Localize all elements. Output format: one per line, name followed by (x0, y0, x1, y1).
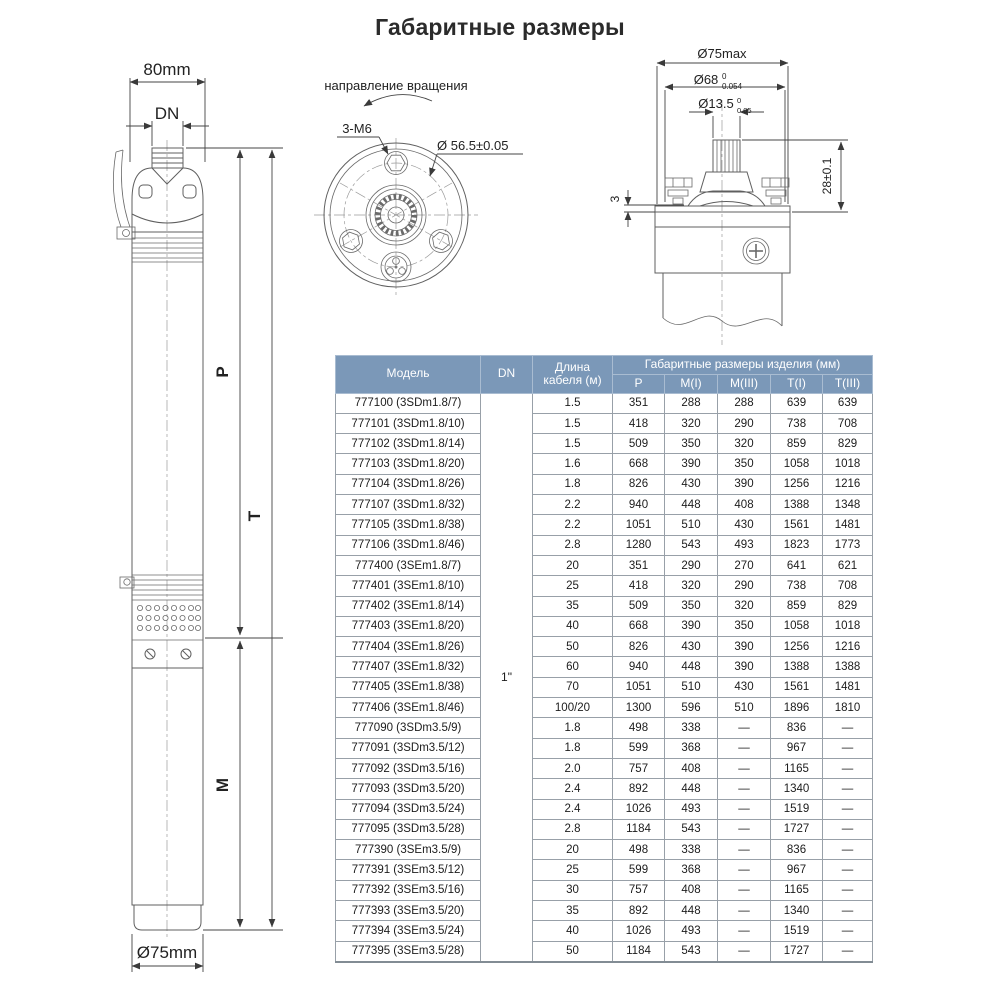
dn-cell: 1" (481, 393, 533, 962)
p-cell: 1184 (613, 819, 665, 839)
t3-cell: 1810 (823, 698, 873, 718)
t3-cell: 621 (823, 555, 873, 575)
t3-cell: 708 (823, 413, 873, 433)
p-cell: 940 (613, 657, 665, 677)
m1-cell: 510 (665, 677, 718, 697)
table-row (336, 434, 873, 454)
m3-cell: 408 (718, 495, 771, 515)
bolt-circle-label: Ø 56.5±0.05 (437, 138, 509, 153)
flange-centerlines (314, 138, 478, 298)
cable-cell: 35 (533, 901, 613, 921)
m3-cell: — (718, 799, 771, 819)
cable-cell: 40 (533, 921, 613, 941)
m3-cell: — (718, 880, 771, 900)
cable-cell: 60 (533, 657, 613, 677)
table-row (336, 738, 873, 758)
cable-cell: 25 (533, 860, 613, 880)
t1-cell: 1165 (771, 758, 823, 778)
cable-cell: 40 (533, 616, 613, 636)
p-cell: 826 (613, 637, 665, 657)
m1-cell: 390 (665, 616, 718, 636)
table-row (336, 393, 873, 413)
m3-cell: 390 (718, 637, 771, 657)
m3-cell: 430 (718, 677, 771, 697)
p-cell: 757 (613, 758, 665, 778)
t3-cell: 1018 (823, 454, 873, 474)
m3-cell: — (718, 860, 771, 880)
m1-cell: 543 (665, 535, 718, 555)
m1-cell: 408 (665, 880, 718, 900)
t3-cell: 639 (823, 393, 873, 413)
t1-cell: 1340 (771, 901, 823, 921)
t1-cell: 836 (771, 840, 823, 860)
m3-cell: — (718, 840, 771, 860)
motor-body (655, 206, 790, 326)
t1-cell: 1561 (771, 677, 823, 697)
m3-cell: — (718, 941, 771, 962)
dim-13-5-label: Ø13.5 (698, 96, 734, 111)
model-cell: 777105 (3SDm1.8/38) (336, 515, 481, 535)
model-cell: 777100 (3SDm1.8/7) (336, 393, 481, 413)
model-cell: 777407 (3SEm1.8/32) (336, 657, 481, 677)
model-cell: 777404 (3SEm1.8/26) (336, 637, 481, 657)
table-row (336, 941, 873, 962)
dim-t (245, 150, 272, 927)
p-cell: 498 (613, 718, 665, 738)
p-cell: 351 (613, 393, 665, 413)
table-row (336, 576, 873, 596)
t1-cell: 639 (771, 393, 823, 413)
p-cell: 892 (613, 779, 665, 799)
m1-cell: 350 (665, 434, 718, 454)
cable-cell: 1.8 (533, 738, 613, 758)
m1-cell: 493 (665, 799, 718, 819)
dim-13-5-tol-lower: 0.05 (737, 106, 752, 115)
dim-68-tol-upper: 0 (722, 72, 727, 81)
dim-28-label: 28±0.1 (820, 157, 834, 195)
m3-cell: — (718, 901, 771, 921)
m1-cell: 390 (665, 454, 718, 474)
table-row (336, 555, 873, 575)
cable-cell: 1.5 (533, 434, 613, 454)
t3-cell: — (823, 819, 873, 839)
header-m3: M(III) (718, 374, 771, 393)
t3-cell: — (823, 799, 873, 819)
t3-cell: 1773 (823, 535, 873, 555)
p-cell: 1184 (613, 941, 665, 962)
p-cell: 1051 (613, 677, 665, 697)
t3-cell: — (823, 941, 873, 962)
header-dn: DN (481, 356, 533, 394)
dim-m-label: M (213, 777, 232, 793)
dim-3 (608, 190, 684, 227)
dim-p (213, 150, 240, 635)
pump-junction-band (132, 649, 203, 668)
model-cell: 777392 (3SEm3.5/16) (336, 880, 481, 900)
cable-cell: 2.4 (533, 779, 613, 799)
t1-cell: 738 (771, 413, 823, 433)
m3-cell: 350 (718, 616, 771, 636)
m3-cell: 288 (718, 393, 771, 413)
t3-cell: — (823, 840, 873, 860)
t1-cell: 1561 (771, 515, 823, 535)
t3-cell: 1018 (823, 616, 873, 636)
m3-cell: 390 (718, 657, 771, 677)
m1-cell: 288 (665, 393, 718, 413)
p-cell: 668 (613, 616, 665, 636)
dim-3-label: 3 (608, 195, 622, 203)
dim-t-label: T (245, 510, 264, 522)
model-cell: 777093 (3SDm3.5/20) (336, 779, 481, 799)
m1-cell: 290 (665, 555, 718, 575)
p-cell: 509 (613, 596, 665, 616)
screw-detail (743, 238, 769, 264)
m1-cell: 408 (665, 758, 718, 778)
t1-cell: 1519 (771, 921, 823, 941)
p-cell: 418 (613, 413, 665, 433)
header-dimensions-group: Габаритные размеры изделия (мм) (613, 356, 873, 375)
flange-top-view-drawing (310, 70, 540, 305)
m1-cell: 448 (665, 657, 718, 677)
model-cell: 777103 (3SDm1.8/20) (336, 454, 481, 474)
table-row (336, 474, 873, 494)
t1-cell: 1388 (771, 657, 823, 677)
t1-cell: 1058 (771, 616, 823, 636)
p-cell: 940 (613, 495, 665, 515)
cable-cell: 1.8 (533, 474, 613, 494)
cable-cell: 1.8 (533, 718, 613, 738)
p-cell: 668 (613, 454, 665, 474)
t1-cell: 738 (771, 576, 823, 596)
pump-outlet (152, 148, 183, 168)
table-row (336, 677, 873, 697)
dim-68 (665, 72, 785, 202)
cable-cell: 2.0 (533, 758, 613, 778)
pump-head (132, 168, 203, 232)
t3-cell: — (823, 758, 873, 778)
dim-75max-label: Ø75max (697, 46, 747, 61)
p-cell: 1300 (613, 698, 665, 718)
table-row (336, 413, 873, 433)
dim-dn-label: DN (154, 104, 180, 123)
m1-cell: 448 (665, 779, 718, 799)
m1-cell: 430 (665, 637, 718, 657)
cable-cell: 35 (533, 596, 613, 616)
t3-cell: — (823, 718, 873, 738)
table-row (336, 880, 873, 900)
motor-top-detail-drawing (608, 40, 893, 350)
p-cell: 1026 (613, 799, 665, 819)
t3-cell: 1216 (823, 474, 873, 494)
m3-cell: 390 (718, 474, 771, 494)
m3-cell: — (718, 779, 771, 799)
m1-cell: 448 (665, 901, 718, 921)
cable-cell: 25 (533, 576, 613, 596)
model-cell: 777092 (3SDm3.5/16) (336, 758, 481, 778)
t1-cell: 1823 (771, 535, 823, 555)
t1-cell: 1058 (771, 454, 823, 474)
cable-cell: 30 (533, 880, 613, 900)
dim-68-label: Ø68 (693, 72, 719, 87)
bolts-label: 3-М6 (342, 121, 372, 136)
m3-cell: 290 (718, 413, 771, 433)
m3-cell: — (718, 718, 771, 738)
model-cell: 777400 (3SEm1.8/7) (336, 555, 481, 575)
pump-body (132, 232, 203, 905)
t1-cell: 1519 (771, 799, 823, 819)
m3-cell: 510 (718, 698, 771, 718)
p-cell: 418 (613, 576, 665, 596)
table-row (336, 515, 873, 535)
t1-cell: 1727 (771, 941, 823, 962)
dim-75mm-label: Ø75mm (136, 943, 198, 962)
m3-cell: 350 (718, 454, 771, 474)
t3-cell: — (823, 880, 873, 900)
m1-cell: 350 (665, 596, 718, 616)
terminal-left (665, 178, 692, 204)
m1-cell: 543 (665, 941, 718, 962)
p-cell: 498 (613, 840, 665, 860)
model-cell: 777102 (3SDm1.8/14) (336, 434, 481, 454)
dim-p-label: P (213, 366, 232, 378)
m1-cell: 338 (665, 718, 718, 738)
cable-cell: 1.5 (533, 393, 613, 413)
t1-cell: 1165 (771, 880, 823, 900)
p-cell: 599 (613, 860, 665, 880)
model-cell: 777104 (3SDm1.8/26) (336, 474, 481, 494)
m3-cell: — (718, 738, 771, 758)
rotation-direction-label: направление вращения (324, 78, 468, 93)
header-t3: T(III) (823, 374, 873, 393)
m1-cell: 320 (665, 413, 718, 433)
header-model: Модель (336, 356, 481, 394)
m1-cell: 320 (665, 576, 718, 596)
table-row (336, 718, 873, 738)
t3-cell: — (823, 779, 873, 799)
t3-cell: 1348 (823, 495, 873, 515)
model-cell: 777390 (3SEm3.5/9) (336, 840, 481, 860)
model-cell: 777101 (3SDm1.8/10) (336, 413, 481, 433)
motor-bottom-cap (134, 905, 201, 930)
m1-cell: 448 (665, 495, 718, 515)
model-cell: 777106 (3SDm1.8/46) (336, 535, 481, 555)
header-p: P (613, 374, 665, 393)
t3-cell: 1216 (823, 637, 873, 657)
t1-cell: 836 (771, 718, 823, 738)
t3-cell: — (823, 901, 873, 921)
dim-13-5-tol-upper: 0 (737, 96, 742, 105)
m1-cell: 543 (665, 819, 718, 839)
cable-cell: 2.8 (533, 535, 613, 555)
callout-3m6 (337, 121, 388, 154)
cable-cell: 100/20 (533, 698, 613, 718)
model-cell: 777095 (3SDm3.5/28) (336, 819, 481, 839)
p-cell: 892 (613, 901, 665, 921)
cable-cell: 50 (533, 637, 613, 657)
model-cell: 777405 (3SEm1.8/38) (336, 677, 481, 697)
pump-strainer (132, 605, 203, 640)
t3-cell: 1481 (823, 677, 873, 697)
m1-cell: 368 (665, 738, 718, 758)
t1-cell: 1340 (771, 779, 823, 799)
table-row (336, 860, 873, 880)
table-row (336, 758, 873, 778)
pump-clamp-band (132, 238, 203, 262)
model-cell: 777395 (3SEm3.5/28) (336, 941, 481, 962)
cable-cell: 2.4 (533, 799, 613, 819)
dim-75max (657, 46, 788, 204)
t1-cell: 859 (771, 596, 823, 616)
model-cell: 777401 (3SEm1.8/10) (336, 576, 481, 596)
t3-cell: 1481 (823, 515, 873, 535)
m3-cell: 320 (718, 596, 771, 616)
p-cell: 757 (613, 880, 665, 900)
t3-cell: — (823, 738, 873, 758)
model-cell: 777394 (3SEm3.5/24) (336, 921, 481, 941)
t1-cell: 1727 (771, 819, 823, 839)
m3-cell: — (718, 819, 771, 839)
t1-cell: 641 (771, 555, 823, 575)
table-row (336, 495, 873, 515)
model-cell: 777393 (3SEm3.5/20) (336, 901, 481, 921)
table-row (336, 840, 873, 860)
table-row (336, 819, 873, 839)
header-cable-length: Длина кабеля (м) (533, 356, 613, 394)
dim-dn (126, 104, 209, 146)
model-cell: 777402 (3SEm1.8/14) (336, 596, 481, 616)
table-row (336, 779, 873, 799)
dimensions-table (335, 355, 873, 963)
t1-cell: 1388 (771, 495, 823, 515)
dim-68-tol-lower: 0.054 (722, 82, 743, 91)
t1-cell: 967 (771, 860, 823, 880)
m3-cell: 493 (718, 535, 771, 555)
table-row (336, 535, 873, 555)
table-row (336, 637, 873, 657)
m1-cell: 493 (665, 921, 718, 941)
m3-cell: 320 (718, 434, 771, 454)
cable-cell: 2.8 (533, 819, 613, 839)
model-cell: 777090 (3SDm3.5/9) (336, 718, 481, 738)
t3-cell: 829 (823, 434, 873, 454)
motor-shaft (713, 140, 740, 172)
t3-cell: 1388 (823, 657, 873, 677)
dim-13-5 (689, 96, 764, 138)
t3-cell: 708 (823, 576, 873, 596)
cable-cell: 70 (533, 677, 613, 697)
m1-cell: 510 (665, 515, 718, 535)
p-cell: 1026 (613, 921, 665, 941)
model-cell: 777406 (3SEm1.8/46) (336, 698, 481, 718)
table-row (336, 616, 873, 636)
t3-cell: 829 (823, 596, 873, 616)
cable-cell: 20 (533, 555, 613, 575)
model-cell: 777107 (3SDm1.8/32) (336, 495, 481, 515)
model-cell: 777091 (3SDm3.5/12) (336, 738, 481, 758)
header-m1: M(I) (665, 374, 718, 393)
table-row (336, 657, 873, 677)
m3-cell: — (718, 758, 771, 778)
t1-cell: 1896 (771, 698, 823, 718)
cable-cell: 2.2 (533, 495, 613, 515)
callout-bolt-circle (430, 138, 523, 176)
table-row (336, 454, 873, 474)
cable-cell: 2.2 (533, 515, 613, 535)
shaft-coupling (684, 172, 770, 206)
table-row (336, 698, 873, 718)
m1-cell: 596 (665, 698, 718, 718)
table-header (336, 356, 873, 394)
dim-80mm-label: 80mm (143, 60, 191, 79)
pump-side-view-drawing (100, 50, 320, 980)
table-row (336, 921, 873, 941)
dim-m (213, 641, 240, 927)
p-cell: 1051 (613, 515, 665, 535)
m3-cell: — (718, 921, 771, 941)
cable-cell: 1.6 (533, 454, 613, 474)
cable-cell: 1.5 (533, 413, 613, 433)
m1-cell: 430 (665, 474, 718, 494)
model-cell: 777094 (3SDm3.5/24) (336, 799, 481, 819)
t3-cell: — (823, 860, 873, 880)
m3-cell: 270 (718, 555, 771, 575)
cable-cell: 50 (533, 941, 613, 962)
page-title: Габаритные размеры (375, 14, 625, 40)
p-cell: 826 (613, 474, 665, 494)
table-row (336, 596, 873, 616)
m1-cell: 368 (665, 860, 718, 880)
m1-cell: 338 (665, 840, 718, 860)
table-body (336, 393, 873, 962)
rotation-arrow (364, 95, 432, 106)
model-cell: 777403 (3SEm1.8/20) (336, 616, 481, 636)
table-row (336, 901, 873, 921)
m3-cell: 290 (718, 576, 771, 596)
t3-cell: — (823, 921, 873, 941)
p-cell: 351 (613, 555, 665, 575)
p-cell: 599 (613, 738, 665, 758)
header-t1: T(I) (771, 374, 823, 393)
table-row (336, 799, 873, 819)
m3-cell: 430 (718, 515, 771, 535)
cable-cell: 20 (533, 840, 613, 860)
model-cell: 777391 (3SEm3.5/12) (336, 860, 481, 880)
t1-cell: 1256 (771, 474, 823, 494)
dim-75mm (132, 934, 203, 972)
t1-cell: 967 (771, 738, 823, 758)
t1-cell: 859 (771, 434, 823, 454)
dim-28 (742, 140, 848, 212)
p-cell: 509 (613, 434, 665, 454)
p-cell: 1280 (613, 535, 665, 555)
t1-cell: 1256 (771, 637, 823, 657)
